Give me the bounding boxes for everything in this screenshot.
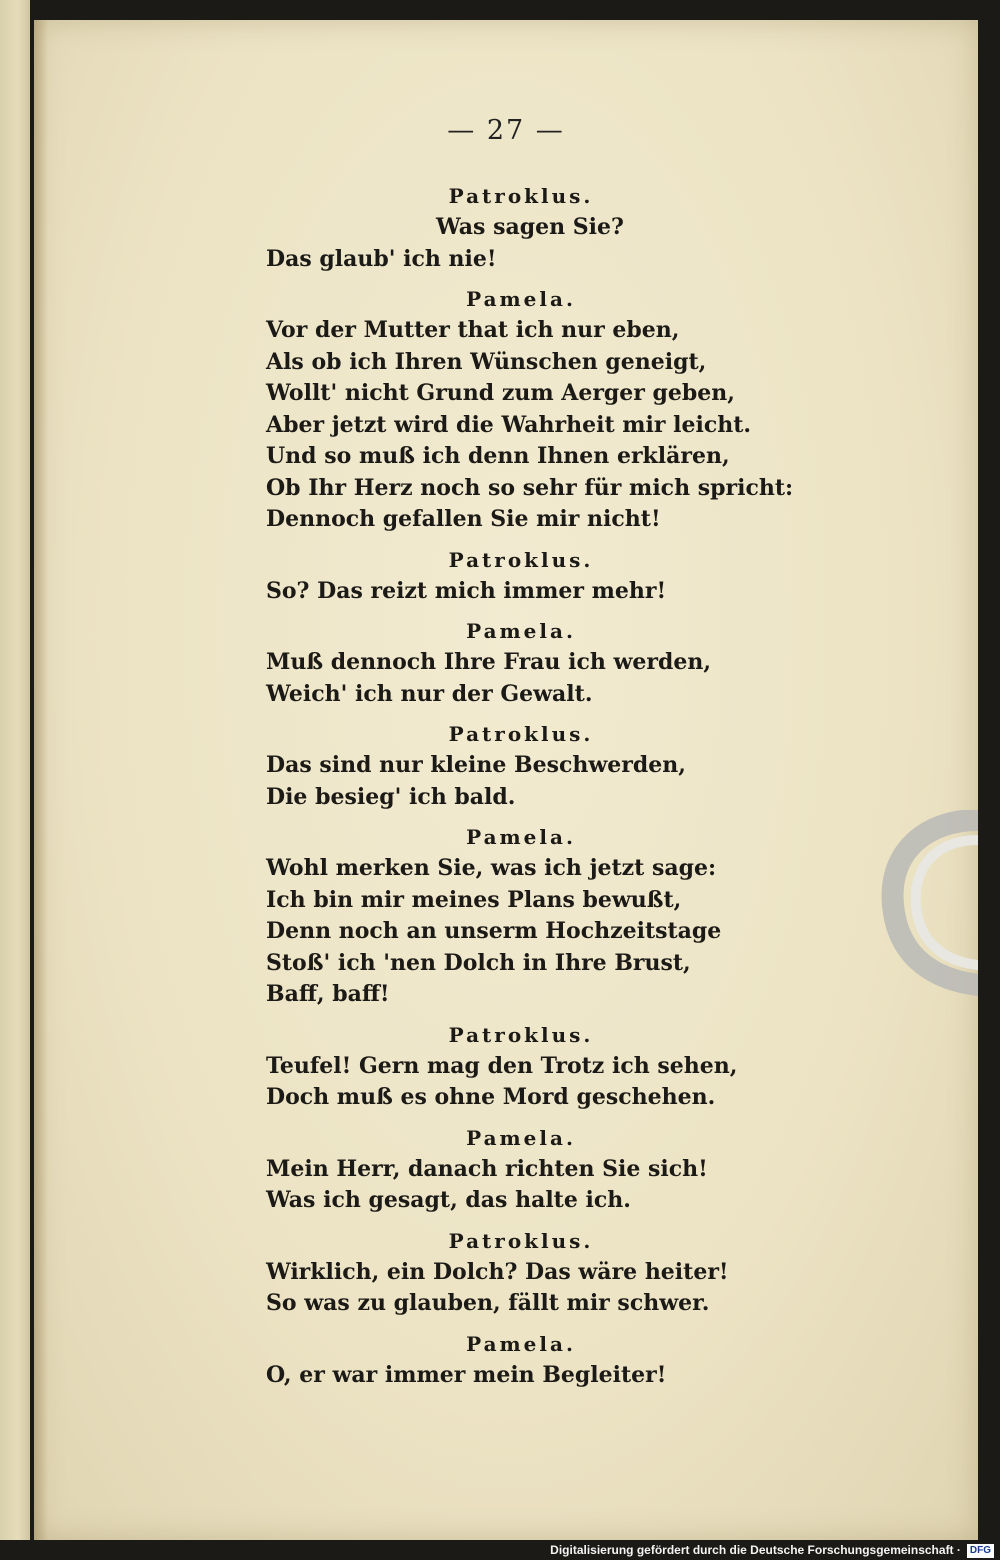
- verse-line: Dennoch gefallen Sie mir nicht!: [266, 506, 661, 532]
- verse-line: So was zu glauben, fällt mir schwer.: [266, 1290, 710, 1316]
- verse-line: Wohl merken Sie, was ich jetzt sage:: [266, 855, 717, 881]
- book-page: [34, 20, 978, 1540]
- verse-line: Vor der Mutter that ich nur eben,: [266, 317, 680, 343]
- previous-page-edge: [0, 0, 30, 1540]
- page-spine-shadow: [34, 20, 48, 1540]
- speaker-name: Patroklus.: [448, 1022, 594, 1047]
- speaker-name: Pamela.: [466, 619, 576, 643]
- page-number: — 27 —: [447, 115, 565, 146]
- verse-line: Wirklich, ein Dolch? Das wäre heiter!: [266, 1258, 729, 1285]
- verse-line: Ich bin mir meines Plans bewußt,: [266, 886, 682, 913]
- verse-line: Mein Herr, danach richten Sie sich!: [266, 1155, 708, 1182]
- verse-line: Wollt' nicht Grund zum Aerger geben,: [266, 380, 735, 406]
- speaker-name: Pamela.: [466, 287, 576, 311]
- verse-line: Baff, baff!: [266, 981, 390, 1007]
- speaker-name: Patroklus.: [448, 1228, 594, 1253]
- verse-line: Stoß' ich 'nen Dolch in Ihre Brust,: [266, 949, 691, 976]
- verse-line: Doch muß es ohne Mord geschehen.: [266, 1084, 716, 1110]
- verse-line: Aber jetzt wird die Wahrheit mir leicht.: [266, 411, 752, 438]
- speaker-name: Patroklus.: [448, 722, 594, 746]
- speaker-name: Pamela.: [466, 1331, 576, 1356]
- verse-line: Als ob ich Ihren Wünschen geneigt,: [266, 348, 707, 375]
- paper-clip-graphic: [868, 810, 978, 1010]
- digitization-credit: Digitalisierung gefördert durch die Deutsche Forschungsgemeinschaft ·: [550, 1543, 961, 1557]
- speaker-name: Patroklus.: [448, 184, 594, 208]
- dfg-logo: DFG: [967, 1544, 994, 1558]
- verse-line: Ob Ihr Herz noch so sehr für mich spricht:: [266, 474, 794, 501]
- verse-line: Die besieg' ich bald.: [266, 783, 516, 810]
- verse-text: [266, 180, 794, 1399]
- verse-line: Teufel! Gern mag den Trotz ich sehen,: [266, 1052, 738, 1079]
- footer-bar: [0, 1540, 1000, 1560]
- verse-line: Muß dennoch Ihre Frau ich werden,: [266, 649, 712, 675]
- verse-line: Das glaub' ich nie!: [266, 245, 497, 272]
- speaker-name: Pamela.: [466, 1125, 576, 1150]
- verse-line: So? Das reizt mich immer mehr!: [266, 577, 667, 604]
- verse-line: Was sagen Sie?: [436, 214, 624, 240]
- verse-line: O, er war immer mein Begleiter!: [266, 1361, 667, 1388]
- verse-line: Und so muß ich denn Ihnen erklären,: [266, 443, 730, 469]
- verse-line: Was ich gesagt, das halte ich.: [266, 1187, 631, 1213]
- speaker-name: Pamela.: [466, 825, 576, 849]
- verse-line: Das sind nur kleine Beschwerden,: [266, 752, 686, 778]
- verse-line: Denn noch an unserm Hochzeitstage: [266, 918, 722, 944]
- speaker-name: Patroklus.: [448, 547, 594, 572]
- verse-line: Weich' ich nur der Gewalt.: [266, 680, 593, 707]
